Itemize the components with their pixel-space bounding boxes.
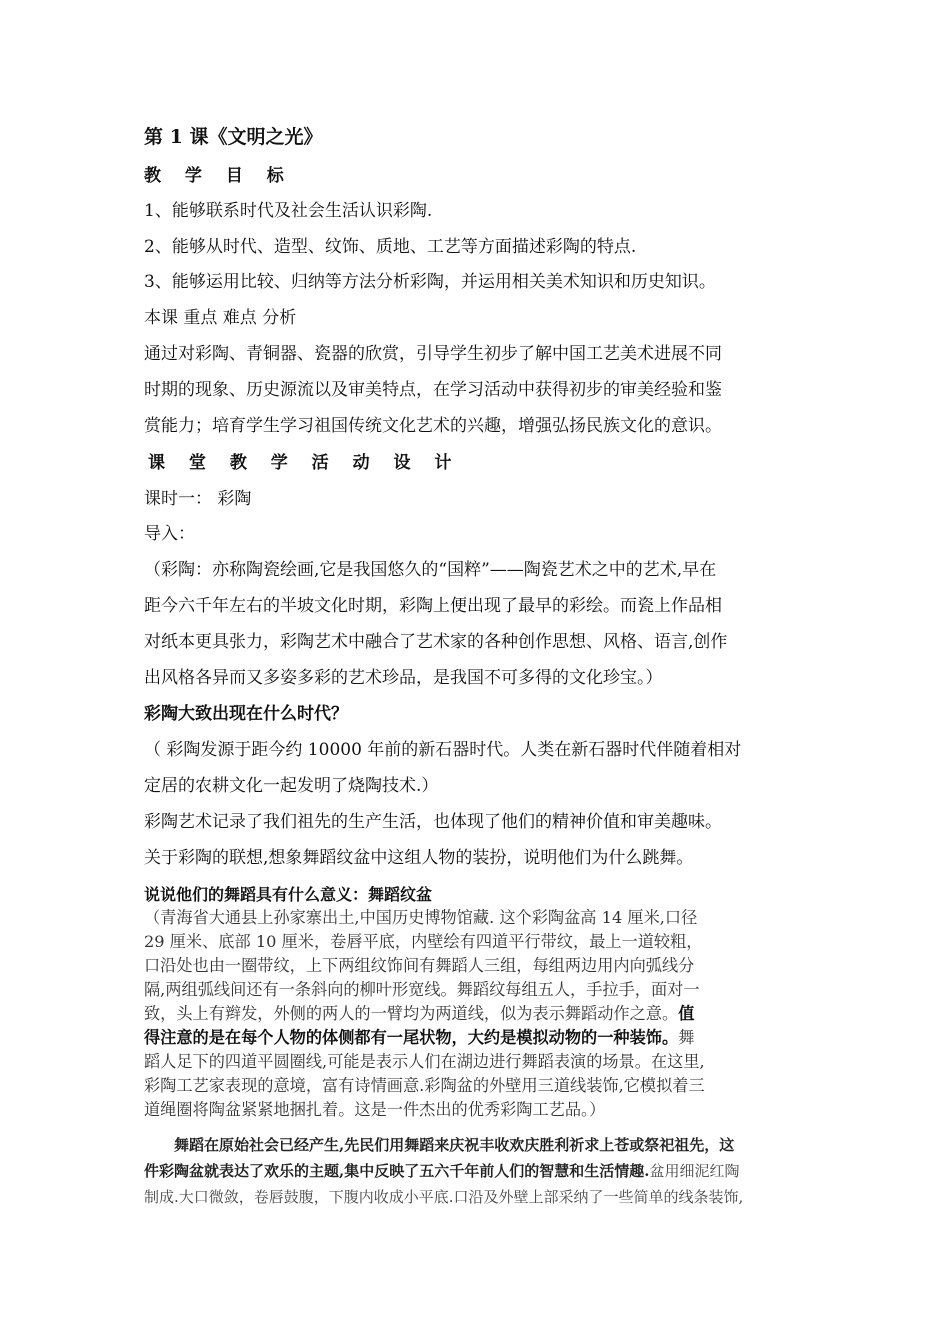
intro-line: 对纸本更具张力，彩陶艺术中融合了艺术家的各种创作思想、风格、语言,创作: [144, 632, 728, 652]
answer-line: （ 彩陶发源于距今约 10000 年前的新石器时代。人类在新石器时代伴随着相对: [144, 740, 742, 760]
closing-line: [144, 1162, 739, 1180]
lesson-title: 第 1 课《文明之光》: [144, 126, 323, 148]
description-line: 口沿处也由一圈带纹，上下两组纹饰间有舞蹈人三组，每组两边用内向弧线分: [144, 956, 695, 975]
closing-bold: 件彩陶盆就表达了欢乐的主题,集中反映了五六千年前人们的智慧和生活情趣.: [144, 1162, 650, 1180]
intro-label: 导入：: [144, 524, 195, 544]
description-line: 道绳圈将陶盆紧紧地捆扎着。这是一件杰出的优秀彩陶工艺品。）: [144, 1100, 606, 1119]
description-line: （青海省大通县上孙家寨出土,中国历史博物馆藏. 这个彩陶盆高 14 厘米,口径: [144, 908, 698, 927]
objective-item: 3、能够运用比较、归纳等方法分析彩陶，并运用相关美术知识和历史知识。: [144, 272, 716, 292]
answer-line: 定居的农耕文化一起发明了烧陶技术.）: [144, 776, 439, 796]
description-line: 隔,两组弧线间还有一条斜向的柳叶形宽线。舞蹈纹每组五人，手拉手，面对一: [144, 980, 700, 999]
description-text: 舞: [678, 1028, 695, 1047]
paragraph: 关于彩陶的联想,想象舞蹈纹盆中这组人物的装扮，说明他们为什么跳舞。: [144, 848, 694, 868]
objectives-heading: 教 学 目 标: [144, 166, 293, 186]
description-bold: 值: [678, 1004, 695, 1023]
closing-bold-line: 舞蹈在原始社会已经产生,先民们用舞蹈来庆祝丰收欢庆胜利祈求上苍或祭祀祖先，这: [174, 1136, 735, 1154]
intro-line: （彩陶：亦称陶瓷绘画,它是我国悠久的“国粹”——陶瓷艺术之中的艺术,早在: [144, 560, 717, 580]
objective-item: 2、能够从时代、造型、纹饰、质地、工艺等方面描述彩陶的特点.: [144, 237, 637, 257]
description-line: [144, 1028, 694, 1047]
description-line: 彩陶工艺家表现的意境，富有诗情画意.彩陶盆的外壁用三道线装饰,它模拟着三: [144, 1076, 705, 1095]
keypoints-heading: 本课 重点 难点 分析: [144, 308, 297, 328]
closing-line: 制成.大口微敛，卷唇鼓腹，下腹内收成小平底.口沿及外壁上部采纳了一些简单的线条装饰,: [144, 1188, 744, 1206]
keypoints-line: 赏能力；培育学生学习祖国传统文化艺术的兴趣，增强弘扬民族文化的意识。: [144, 416, 722, 436]
description-text: 致，头上有辫发，外侧的两人的一臂均为两道线，似为表示舞蹈动作之意。: [144, 1004, 679, 1023]
paragraph: 彩陶艺术记录了我们祖先的生产生活，也体现了他们的精神价值和审美趣味。: [144, 812, 722, 832]
description-line: [144, 1004, 694, 1023]
question-heading: 说说他们的舞蹈具有什么意义：舞蹈纹盆: [144, 885, 433, 904]
closing-text: 盆用细泥红陶: [649, 1162, 740, 1180]
description-bold: 得注意的是在每个人物的体侧都有一尾状物，大约是模拟动物的一种装饰。: [144, 1028, 679, 1047]
keypoints-line: 通过对彩陶、青铜器、瓷器的欣赏，引导学生初步了解中国工艺美术进展不同: [144, 344, 722, 364]
description-line: 29 厘米、底部 10 厘米，卷唇平底，内壁绘有四道平行带纹，最上一道较粗，: [144, 932, 703, 951]
question-heading: 彩陶大致出现在什么时代？: [144, 704, 348, 724]
session-label: 课时一： 彩陶: [144, 489, 252, 509]
design-heading: 课 堂 教 学 活 动 设 计: [148, 453, 461, 473]
keypoints-line: 时期的现象、历史源流以及审美特点，在学习活动中获得初步的审美经验和鉴: [144, 380, 722, 400]
intro-line: 出风格各异而又多姿多彩的艺术珍品，是我国不可多得的文化珍宝。）: [144, 668, 663, 688]
description-line: 蹈人足下的四道平圆圈线,可能是表示人们在湖边进行舞蹈表演的场景。在这里,: [144, 1052, 705, 1071]
objective-item: 1、能够联系时代及社会生活认识彩陶.: [144, 201, 433, 221]
intro-line: 距今六千年左右的半坡文化时期，彩陶上便出现了最早的彩绘。而瓷上作品相: [144, 596, 722, 616]
